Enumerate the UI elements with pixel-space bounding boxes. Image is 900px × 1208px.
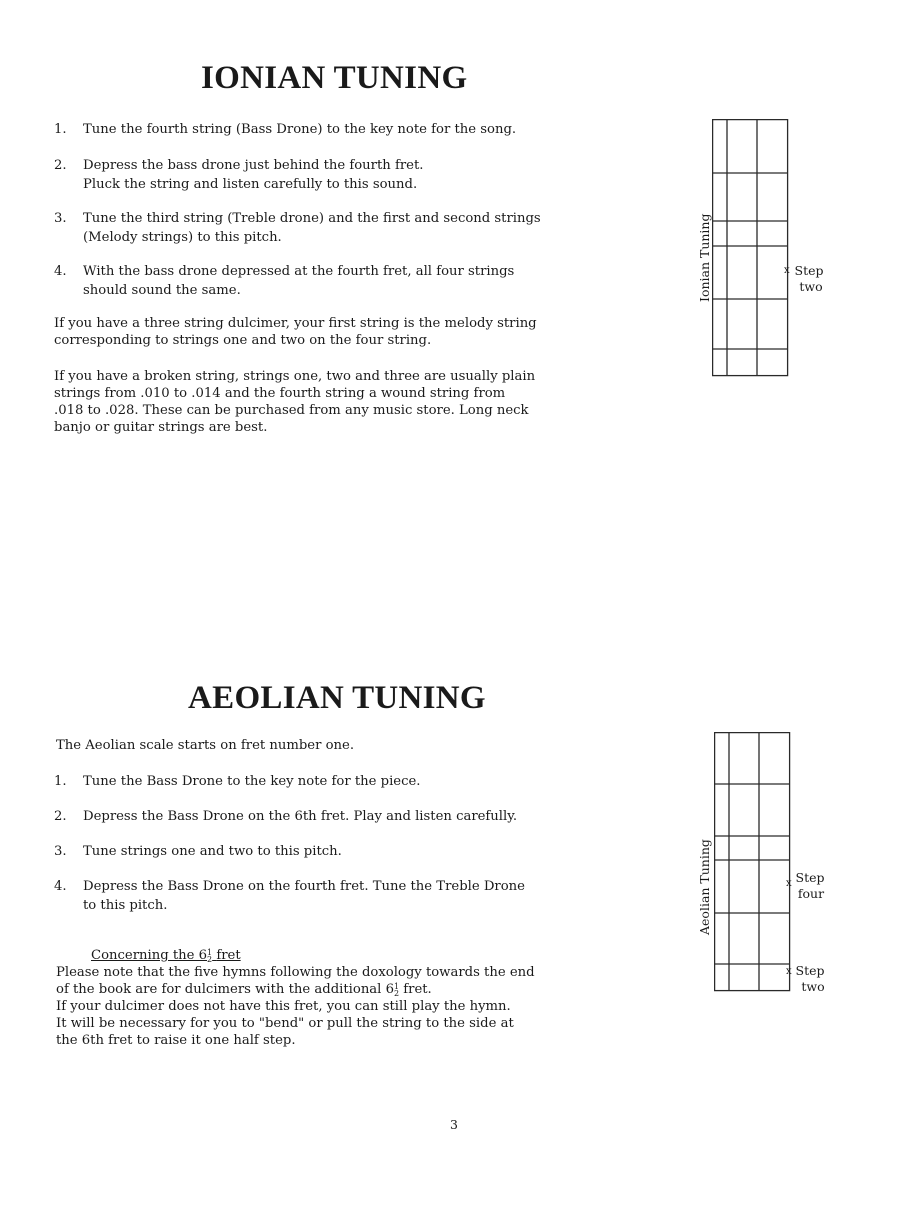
fraction-denominator: 2 — [207, 954, 213, 964]
aeolian-fretboard-diagram — [714, 732, 791, 992]
paragraph-line: the 6th fret to raise it one half step. — [56, 1033, 296, 1048]
step-text: Depress the Bass Drone on the 6th fret. Play and listen carefully. — [83, 809, 518, 824]
fraction-half — [207, 949, 212, 963]
line-text: fret. — [403, 982, 432, 997]
fraction-denominator: 2 — [393, 988, 400, 998]
step-label-line: four — [797, 886, 825, 901]
concerning-heading — [91, 947, 711, 964]
paragraph-line: It will be necessary for you to "bend" or pull the string to the side at — [56, 1016, 514, 1031]
ionian-step-two-mark: x — [784, 265, 790, 276]
fraction-numerator: 1 — [393, 981, 400, 991]
paragraph-line: strings from .010 to .014 and the fourth string a wound string from — [54, 386, 506, 401]
aeolian-intro: The Aeolian scale starts on fret number one. — [56, 738, 355, 753]
step-text: Tune the fourth string (Bass Drone) to the key note for the song. — [83, 122, 517, 137]
step-number: 4. — [54, 264, 67, 279]
step-text: With the bass drone depressed at the fourth fret, all four strings — [83, 264, 515, 279]
ionian-tuning-label: Ionian Tuning — [697, 213, 712, 302]
paragraph-line: .018 to .028. These can be purchased from any music store. Long neck — [54, 403, 529, 418]
aeolian-step-four-mark: x — [786, 878, 792, 889]
step-text: Tune the Bass Drone to the key note for the piece. — [83, 774, 421, 789]
step-number: 3. — [54, 211, 67, 226]
fraction-numerator: 1 — [207, 947, 213, 957]
fretboard-grid — [714, 732, 791, 992]
aeolian-step-two-mark: x — [786, 966, 792, 977]
step-label-line: Step — [795, 870, 825, 885]
heading-text: fret — [216, 948, 241, 963]
step-label-line: two — [799, 279, 823, 294]
ionian-step-two-label — [791, 263, 827, 295]
step-number: 1. — [54, 774, 67, 789]
paragraph-line: If you have a broken string, strings one, two and three are usually plain — [54, 369, 536, 384]
step-number: 2. — [54, 809, 67, 824]
aeolian-step-two-label — [792, 963, 828, 995]
paragraph-line: corresponding to strings one and two on the four string. — [54, 333, 432, 348]
ionian-broken-string-note — [54, 368, 674, 436]
step-text: Depress the bass drone just behind the fourth fret. — [83, 158, 424, 173]
ionian-steps — [54, 121, 694, 451]
paragraph-line: banjo or guitar strings are best. — [54, 420, 268, 435]
step-text: Pluck the string and listen carefully to this sound. — [83, 177, 418, 192]
ionian-fretboard-diagram — [712, 119, 789, 377]
aeolian-steps — [54, 737, 694, 1067]
step-text: Tune the third string (Treble drone) and the first and second strings — [83, 211, 541, 226]
step-text: Tune strings one and two to this pitch. — [83, 844, 342, 859]
aeolian-step-four-label — [792, 870, 828, 902]
step-number: 3. — [54, 844, 67, 859]
concerning-body — [56, 964, 676, 1049]
fretboard-grid — [712, 119, 789, 377]
page-number: 3 — [450, 1117, 458, 1132]
paragraph-line: Please note that the five hymns following the doxology towards the end — [56, 965, 535, 980]
ionian-title: IONIAN TUNING — [201, 60, 468, 96]
paragraph-line — [56, 981, 676, 998]
aeolian-title: AEOLIAN TUNING — [188, 680, 486, 716]
paragraph-line: If you have a three string dulcimer, your first string is the melody string — [54, 316, 537, 331]
step-label-line: Step — [795, 963, 825, 978]
heading-text: Concerning the 6 — [91, 948, 208, 963]
step-label-line: two — [801, 979, 825, 994]
step-text: (Melody strings) to this pitch. — [83, 230, 282, 245]
ionian-three-string-note — [54, 315, 674, 349]
step-text: should sound the same. — [83, 283, 241, 298]
step-number: 2. — [54, 158, 67, 173]
step-text: to this pitch. — [83, 898, 168, 913]
paragraph-line: If your dulcimer does not have this fret, you can still play the hymn. — [56, 999, 511, 1014]
aeolian-tuning-label: Aeolian Tuning — [697, 839, 712, 935]
fraction-half — [394, 983, 399, 997]
step-number: 4. — [54, 879, 67, 894]
line-text: of the book are for dulcimers with the additional 6 — [56, 982, 394, 997]
step-text: Depress the Bass Drone on the fourth fret. Tune the Treble Drone — [83, 879, 525, 894]
step-number: 1. — [54, 122, 67, 137]
step-label-line: Step — [794, 263, 824, 278]
